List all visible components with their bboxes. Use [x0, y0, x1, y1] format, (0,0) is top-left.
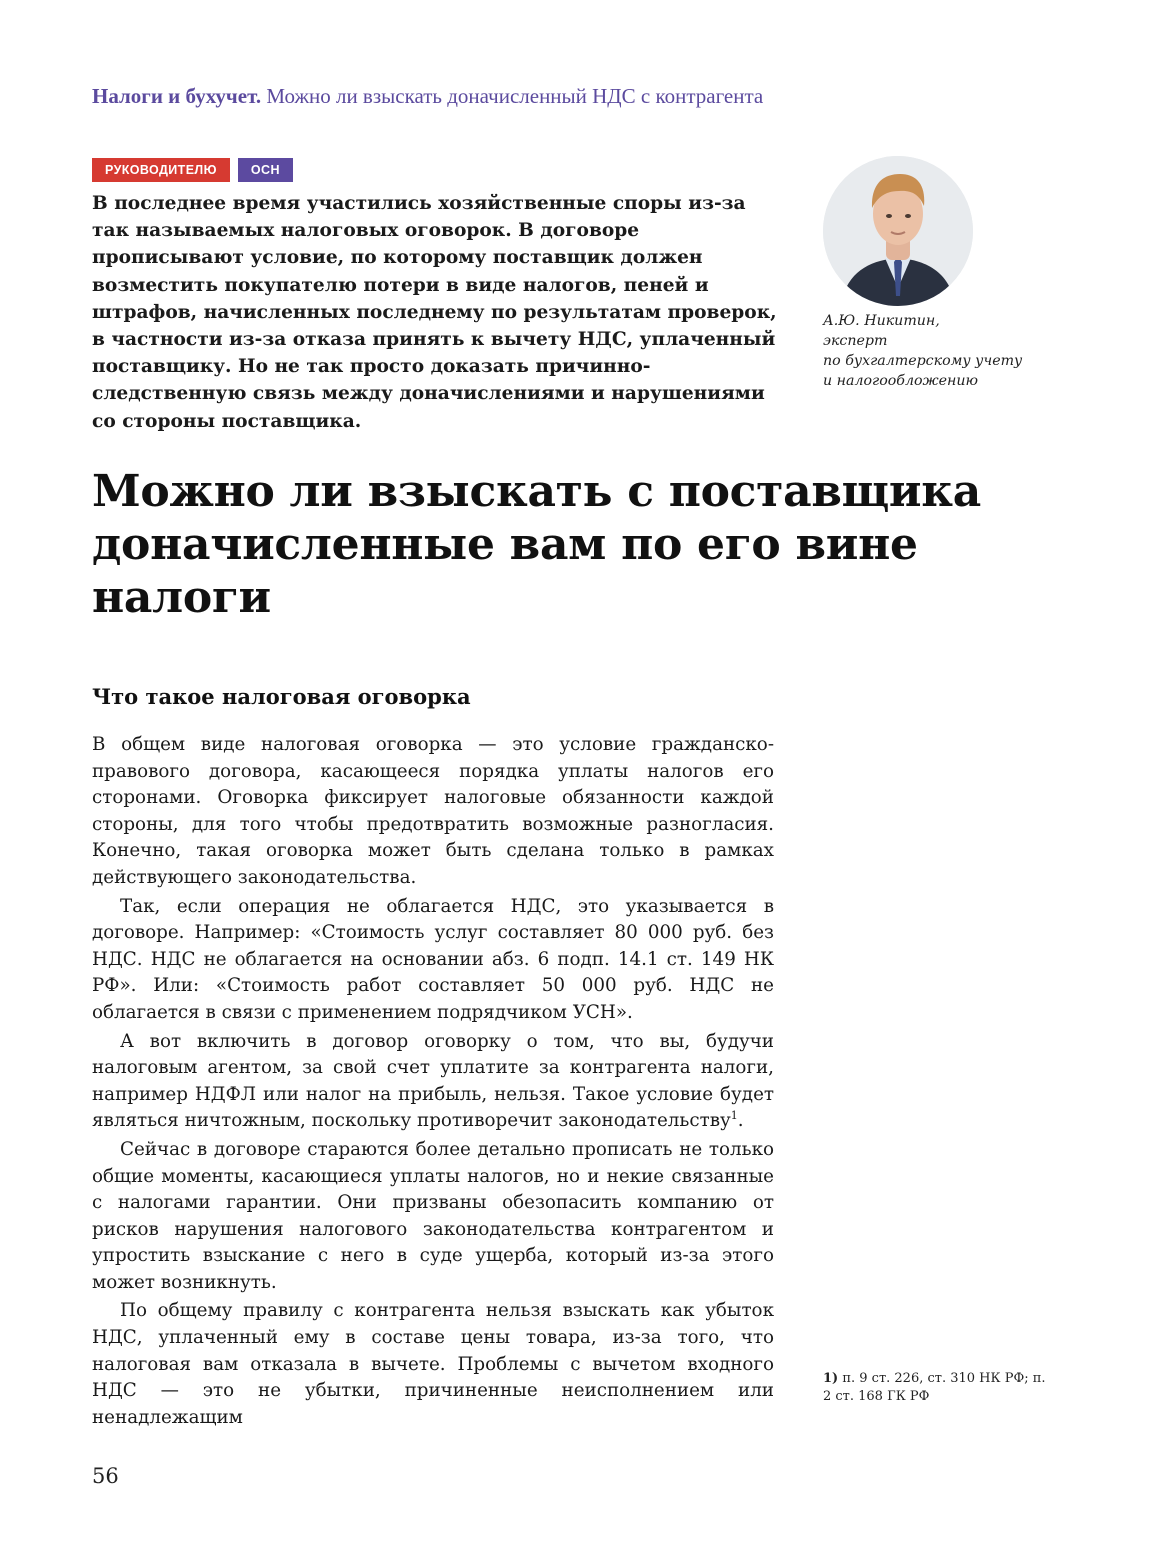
running-title: Можно ли взыскать доначисленный НДС с контрагента — [266, 84, 764, 108]
tag-audience: РУКОВОДИТЕЛЮ — [92, 158, 230, 182]
article-headline: Можно ли взыскать с поставщика доначисленные вам по его вине налоги — [92, 466, 981, 623]
body-paragraph-4: Сейчас в договоре стараются более детально прописать не только общие моменты, касающиеся уплаты налогов, но и некие связанные с налогами гарантии. Они призваны обезопасить компанию от рисков нарушения налогового законодательства контрагентом и упростить взыскание с него в суде ущерба, который из-за этого может возникнуть. — [92, 1138, 774, 1293]
tag-list — [92, 158, 293, 182]
section-name: Налоги и бухучет. — [92, 84, 262, 108]
page-number: 56 — [92, 1464, 119, 1488]
body-paragraph-3-end: . — [737, 1110, 744, 1132]
article-body — [92, 732, 774, 1433]
footnote — [823, 1370, 1053, 1406]
portrait-image — [823, 156, 973, 306]
body-paragraph-1: В общем виде налоговая оговорка — это условие гражданско-правового договора, касающееся порядка уплаты налогов его сторонами. Оговорка фиксирует налоговые обязанности каждой стороны, для того чтобы предотвратить возможные разногласия. Конечно, такая оговорка может быть сделана только в рамках действующего законодательства. — [92, 734, 774, 888]
footnote-text: п. 9 ст. 226, ст. 310 НК РФ; п. 2 ст. 168 ГК РФ — [823, 1371, 1046, 1404]
author-caption — [823, 311, 1053, 391]
tag-tax-regime: ОСН — [238, 158, 293, 182]
author-role-line2: по бухгалтерскому учету — [823, 353, 1023, 369]
author-name: А.Ю. Никитин, — [823, 313, 940, 329]
body-paragraph-3 — [92, 1029, 774, 1135]
body-paragraph-2: Так, если операция не облагается НДС, это указывается в договоре. Например: «Стоимость услуг составляет 80 000 руб. без НДС. НДС не облагается на основании абз. 6 подп. 14.1 ст. 149 НК РФ». Или: «Стоимость работ составляет 50 000 руб. НДС не облагается в связи с применением подрядчиком УСН». — [92, 895, 774, 1023]
author-role-line3: и налогообложению — [823, 373, 979, 389]
lead-paragraph: В последнее время участились хозяйственные споры из-за так называемых налоговых оговорок. В договоре прописывают условие, по которому поставщик должен возместить покупателю потери в виде налогов, пеней и штрафов, начисленных последнему по результатам проверок, в частности из-за отказа принять к вычету НДС, уплаченный поставщику. Но не так просто доказать причинно-следственную связь между доначислениями и нарушениями со стороны поставщика. — [92, 193, 777, 432]
author-portrait — [823, 156, 973, 306]
running-head — [92, 84, 1072, 109]
section-subheading: Что такое налоговая оговорка — [92, 684, 471, 709]
footnote-reference[interactable]: 1 — [730, 1109, 738, 1123]
body-paragraph-5: По общему правилу с контрагента нельзя взыскать как убыток НДС, уплаченный ему в составе цены товара, из-за того, что налоговая вам отказала в вычете. Проблемы с вычетом входного НДС — это не убытки, причиненные неисполнением или ненадлежащим — [92, 1300, 774, 1428]
footnote-marker: 1) — [823, 1371, 839, 1386]
author-role: эксперт — [823, 333, 888, 349]
body-paragraph-3-text: А вот включить в договор оговорку о том, что вы, будучи налоговым агентом, за свой счет уплатите за контрагента налоги, например НДФЛ или налог на прибыль, нельзя. Такое условие будет являться ничтожным, поскольку противоречит законодательству — [92, 1030, 774, 1132]
